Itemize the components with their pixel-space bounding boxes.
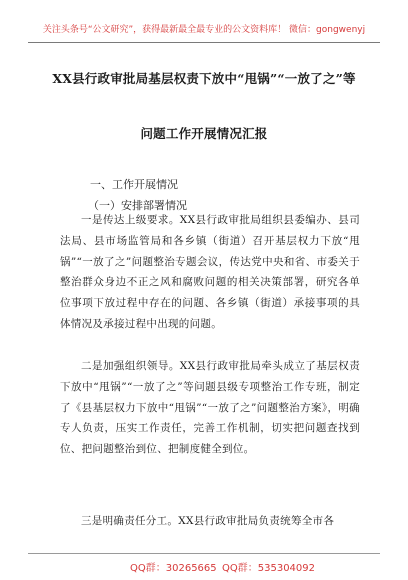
document-title-line-2: 问题工作开展情况汇报 — [140, 126, 268, 141]
header-divider — [28, 42, 380, 43]
footer-qq-group-2: QQ群：535304092 — [222, 563, 316, 574]
footer-divider — [28, 553, 380, 554]
body-paragraph: 一是传达上级要求。XX县行政审批局组织县委编办、县司法局、县市场监管局和各乡镇（街道）召开基层权力下放“甩锅”“一放了之”问题整治专题会议，传达党中央和省、市委关于整治群众身边不正之风和腐败问题的相关决策部署，研究各单位事项下放过程中存在的问题、各乡镇（街道）承接事项的具体情况及承接过程中出现的问题。 — [60, 214, 360, 330]
section-heading: 一、工作开展情况 — [90, 178, 178, 191]
body-paragraph: 二是加强组织领导。XX县行政审批局牵头成立了基层权责下放中“甩锅”“一放了之”等问题县级专项整治工作专班，制定了《县基层权力下放中“甩锅”“一放了之”问题整治方案》，明确专人负责，压实工作责任，完善工作机制，切实把问题查找到位、把问题整治到位、把制度健全到位。 — [60, 360, 360, 456]
subsection-heading: （一）安排部署情况 — [88, 199, 187, 212]
body-paragraph: 三是明确责任分工。XX县行政审批局负责统筹全市各 — [81, 515, 335, 527]
header-banner: 关注头条号“公文研究”，获得最新最全最专业的公文资料库！ 微信：gongwenyj — [42, 25, 366, 35]
footer-qq-group-1: QQ群：30265665 — [130, 563, 217, 574]
document-title-line-1: XX县行政审批局基层权责下放中“甩锅”“一放了之”等 — [52, 71, 356, 86]
